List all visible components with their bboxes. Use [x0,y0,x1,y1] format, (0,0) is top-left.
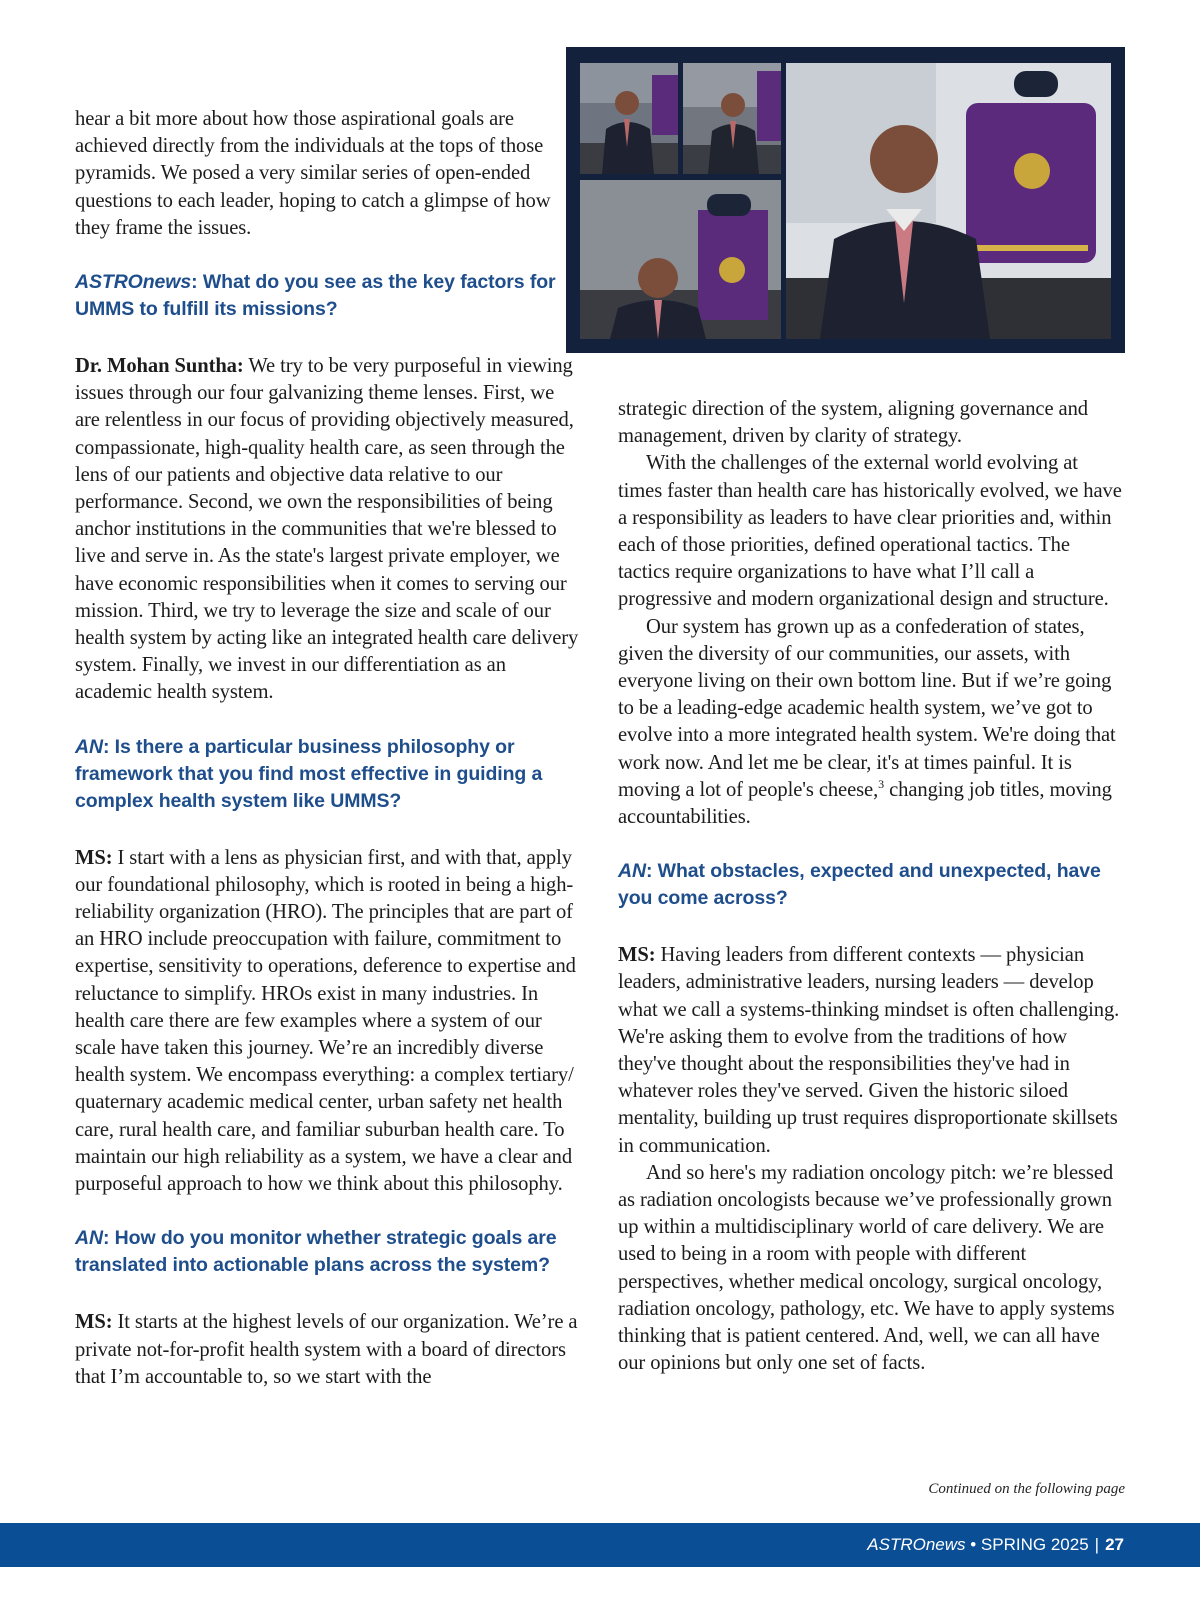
footer-info [867,1535,1124,1555]
left-column [75,106,583,1391]
answer-text: I start with a lens as physician first, and with that, apply our foundational philosophy, which is rooted in being a high-reliability organization (HRO). The principles that are part of an HRO include preoccupation with failure, commitment to expertise, sensitivity to operations, deference to expertise and reluctance to simplify. HROs exist in many industries. In health care there are few examples where a system of our scale have taken this journey. We’re an incredibly diverse health system. We encompass everything: a complex tertiary/ quaternary academic medical center, urban safety net health care, rural health care, and familiar suburban health care. To maintain our high reliability as a system, we have a clear and purposeful approach to how we think about this philosophy. [75,846,576,1196]
publication-name: ASTROnews [867,1535,966,1554]
question-text: : What obstacles, expected and unexpected, have you come across? [618,860,1101,910]
speaker-label: MS: [75,846,113,869]
question-text: : How do you monitor whether strategic goals are translated into actionable plans across the system? [75,1227,557,1277]
question-text: : What do you see as the key factors for UMMS to fulfill its missions? [75,271,556,321]
issue-label: • SPRING 2025 [965,1535,1089,1554]
speaker-label: MS: [618,944,656,967]
page-footer [0,1523,1200,1567]
right-column [618,396,1123,1378]
paragraph-3-end: changing job titles, moving accountabilities. [618,778,1112,829]
answer-text: Having leaders from different contexts — physician leaders, administrative leaders, nursing leaders — develop what we call a systems-thinking mindset is often challenging. We're asking them to evolve from the traditions of how they've thought about the responsibilities they've had in whatever roles they've served. Given the historic siloed mentality, building up trust requires disproportionate skillsets in communication. [618,944,1120,1157]
speaker-label: MS: [75,1311,113,1334]
question-3 [75,1225,583,1279]
question-prefix: AN [75,1227,103,1250]
footer-separator: | [1094,1535,1100,1554]
answer-3 [75,1309,583,1391]
paragraph-2: With the challenges of the external world evolving at times faster than health care has historically evolved, we have a responsibility as leaders to have clear priorities and, within each of those priorities, defined operational tactics. The tactics require organizations to have what I’ll call a progressive and modern organizational design and structure. [618,452,1122,611]
answer-4 [618,942,1123,1160]
question-prefix: AN [75,735,103,758]
photo-main [786,63,1111,339]
photo-top-left [580,63,678,174]
question-4 [618,858,1123,912]
paragraph-3-text: Our system has grown up as a confederation of states, given the diversity of our communities, our assets, with everyone living on their own bottom line. But if we’re going to be a leading-edge academic health system, we’ve got to evolve into a more integrated health system. We're doing that work now. And let me be clear, it's at times painful. It is moving a lot of people's cheese, [618,615,1116,801]
question-prefix: ASTROnews [75,271,192,294]
answer-1 [75,353,583,707]
question-1 [75,269,583,323]
answer-text: We try to be very purposeful in viewing issues through our four galvanizing theme lenses. First, we are relentless in our focus of providing objectively measured, compassionate, high-quality health care, as seen through the lens of our patients and objective data relative to our performance. Second, we own the responsibilities of being anchor institutions in the communities that we're blessed to live and serve in. As the state's largest private employer, we have economic responsibilities when it comes to serving our mission. Third, we try to leverage the size and scale of our health system by acting like an integrated health care delivery system. Finally, we invest in our differentiation as an academic health system. [75,355,579,704]
question-2 [75,734,583,815]
page-number: 27 [1105,1535,1124,1554]
paragraph-1: strategic direction of the system, aligning governance and management, driven by clarity of strategy. [618,398,1088,448]
question-prefix: AN [618,860,646,883]
answer-text: It starts at the highest levels of our organization. We’re a private not-for-profit health system with a board of directors that I’m accountable to, so we start with the [75,1311,578,1388]
continued-note: Continued on the following page [928,1481,1125,1497]
paragraph-5: And so here's my radiation oncology pitch: we’re blessed as radiation oncologists because we’ve professionally grown up within a multidisciplinary world of care delivery. We are used to being in a room with people with different perspectives, whether medical oncology, surgical oncology, radiation oncology, pathology, etc. We have to apply systems thinking that is patient centered. And, well, we can all have our opinions but only one set of facts. [618,1161,1115,1375]
question-text: : Is there a particular business philosophy or framework that you find most effective in guiding a complex health system like UMMS? [75,735,543,812]
speaker-label: Dr. Mohan Suntha: [75,355,244,378]
photo-bottom-left [580,180,781,339]
intro-paragraph: hear a bit more about how those aspirational goals are achieved directly from the individuals at the tops of those pyramids. We posed a very similar series of open-ended questions to each leader, hoping to catch a glimpse of how they frame the issues. [75,108,551,239]
photo-top-middle [683,63,781,174]
paragraph-3 [618,614,1123,832]
footnote-ref: 3 [878,776,885,791]
answer-2 [75,845,583,1199]
photo-collage [566,47,1125,353]
